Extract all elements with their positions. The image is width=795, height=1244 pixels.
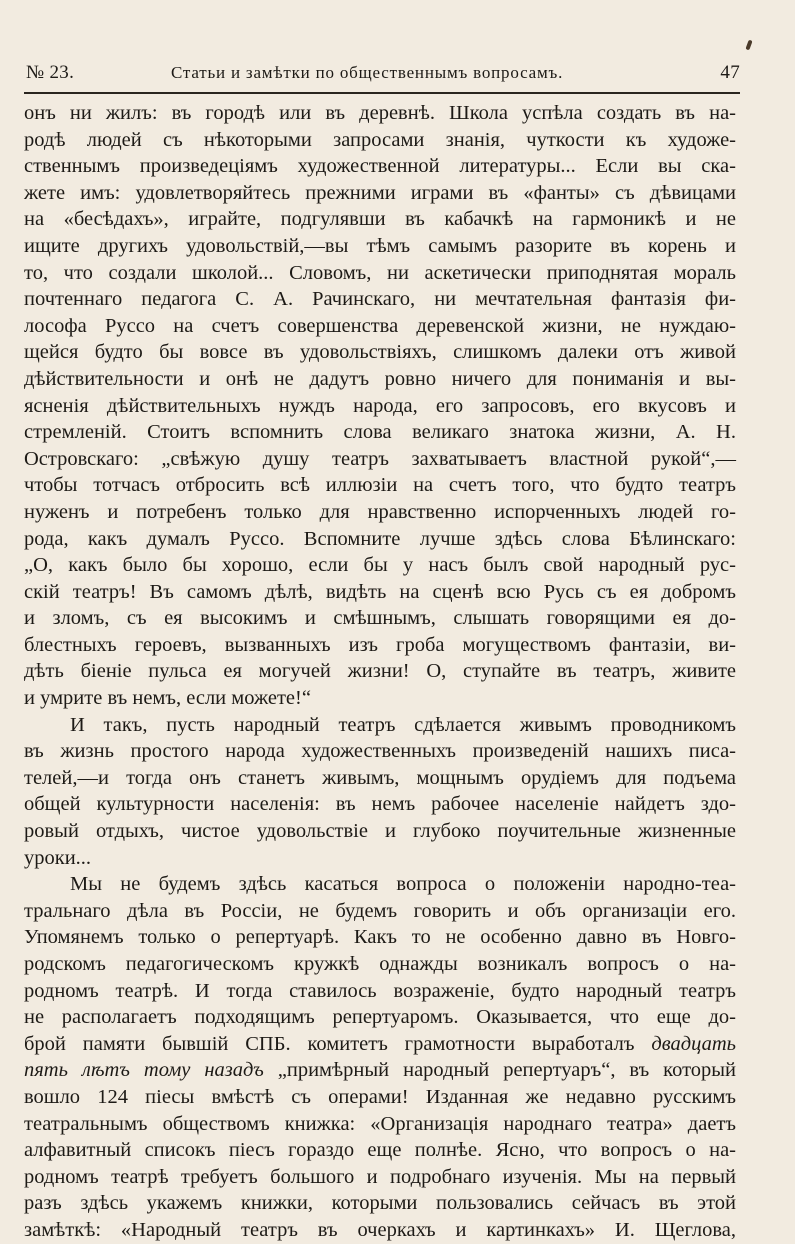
text-line: ровый отдыхъ, чистое удовольствіе и глубоко поучительные жизненные <box>24 820 736 843</box>
text-line: онъ ни жилъ: въ городѣ или въ деревнѣ. Школа успѣла создать въ на- <box>24 102 736 124</box>
italic-word: двадцать <box>651 1032 737 1055</box>
text-line: Островскаго: „свѣжую душу театръ захватываетъ властной рукой“,— <box>24 447 736 470</box>
text-line: разъ здѣсь укажемъ книжки, которыми пользовались сейчасъ въ этой <box>24 1192 736 1215</box>
body-text <box>24 100 736 1244</box>
running-header <box>26 58 740 88</box>
text-line: почтеннаго педагога С. А. Рачинскаго, ни мечтательная фантазія фи- <box>24 288 736 311</box>
ink-mark <box>745 40 752 51</box>
text-line: блестныхъ героевъ, вызванныхъ изъ гроба могуществомъ фантазіи, ви- <box>24 633 736 656</box>
text-line: телей,—и тогда онъ станетъ живымъ, мощнымъ орудіемъ для подъема <box>24 766 736 789</box>
text-line: ясненія дѣйствительныхъ нуждъ народа, его запросовъ, его вкусовъ и <box>24 394 736 417</box>
text-line: ищите другихъ удовольствій,—вы тѣмъ самымъ разорите въ корень и <box>24 234 736 257</box>
text-line: театральнымъ обществомъ книжка: «Организація народнаго театра» даетъ <box>24 1112 736 1135</box>
text-line: родскомъ педагогическомъ кружкѣ однажды возникалъ вопросъ о на- <box>24 953 736 975</box>
text-line: родѣ людей съ нѣкоторыми запросами знанія, чуткости къ художе- <box>24 128 736 151</box>
text-line: общей культурности населенія: въ немъ рабочее населеніе найдетъ здо- <box>24 793 736 816</box>
text-line: ственнымъ произведеціямъ художественной литературы... Если вы ска- <box>24 155 736 178</box>
text-line: нуженъ и потребенъ только для нравственно испорченныхъ людей го- <box>24 500 736 523</box>
issue-number: № 23. <box>26 62 75 83</box>
text-line: въ жизнь простого народа художественныхъ произведеній нашихъ писа- <box>24 740 736 763</box>
text-line: скій театръ! Въ самомъ дѣлѣ, видѣть на сценѣ всю Русь съ ея добромъ <box>24 580 736 603</box>
text-line: стремленій. Стоитъ вспомнить слова великаго знатока жизни, А. Н. <box>24 421 736 444</box>
text-line: Упомянемъ только о репертуарѣ. Какъ то не особенно давно въ Новго- <box>24 926 736 949</box>
text-line: жете имъ: удовлетворяйтесь прежними играми въ «фанты» съ дѣвицами <box>24 181 736 204</box>
text-line: и умрите въ немъ, если можете!“ <box>24 687 311 710</box>
text-line: и зломъ, съ ея высокимъ и смѣшнымъ, слышать говорящими ея до- <box>24 607 736 630</box>
text-line: дѣть біеніе пульса ея могучей жизни! О, ступайте въ театръ, живите <box>24 660 736 683</box>
text-line: „О, какъ было бы хорошо, если бы у насъ былъ свой народный рус- <box>24 554 736 577</box>
text-line-with-italic <box>24 1057 736 1084</box>
text-segment: „примѣрный народный репертуаръ“, въ который <box>263 1059 736 1082</box>
page-number: 47 <box>720 62 740 83</box>
text-line: родномъ театрѣ требуетъ большого и подробнаго изученія. Мы на первый <box>24 1165 736 1188</box>
text-line: то, что создали школой... Словомъ, ни аскетически приподнятая мораль <box>24 261 736 284</box>
paragraph-start-line: Мы не будемъ здѣсь касаться вопроса о положеніи народно-теа- <box>70 873 736 896</box>
text-line: не располагаетъ подходящимъ репертуаромъ. Оказывается, что еще до- <box>24 1006 736 1029</box>
text-line: щейся будто бы вовсе въ удовольствіяхъ, слишкомъ далеки отъ живой <box>24 341 736 364</box>
header-rule <box>24 92 740 94</box>
text-line: уроки... <box>24 846 92 869</box>
running-title: Статьи и замѣтки по общественнымъ вопросамъ. <box>171 63 564 82</box>
paragraph-start-line: И такъ, пусть народный театръ сдѣлается живымъ проводникомъ <box>70 713 736 736</box>
text-segment: брой памяти бывшій СПБ. комитетъ грамотности выработалъ <box>24 1032 635 1055</box>
text-line: родномъ театрѣ. И тогда ставилось возраженіе, будто народный театръ <box>24 979 736 1002</box>
text-line: вошло 124 піесы вмѣстѣ съ операми! Изданная же недавно русскимъ <box>24 1085 736 1108</box>
text-line: на «бесѣдахъ», играйте, подгулявши въ кабачкѣ на гармоникѣ и не <box>24 208 736 231</box>
text-line-with-italic <box>24 1031 736 1058</box>
text-line: алфавитный списокъ піесъ гораздо еще полнѣе. Ясно, что вопросъ о на- <box>24 1139 736 1162</box>
italic-phrase: пять лѣтъ тому назадъ <box>24 1059 264 1082</box>
text-line: чтобы тотчасъ отбросить всѣ иллюзіи на счетъ того, что будто театръ <box>24 474 736 497</box>
text-line: рода, какъ думалъ Руссо. Вспомните лучше здѣсь слова Бѣлинскаго: <box>24 527 736 550</box>
text-line: замѣткѣ: «Народный театръ въ очеркахъ и картинкахъ» И. Щеглова, <box>24 1218 736 1241</box>
text-line: лософа Руссо на счетъ совершенства деревенской жизни, не нуждаю- <box>24 314 736 337</box>
text-line: дѣйствительности и онѣ не дадутъ ровно ничего для пониманія и вы- <box>24 367 736 390</box>
text-line: тральнаго дѣла въ Россіи, не будемъ говорить и объ организаціи его. <box>24 899 736 922</box>
